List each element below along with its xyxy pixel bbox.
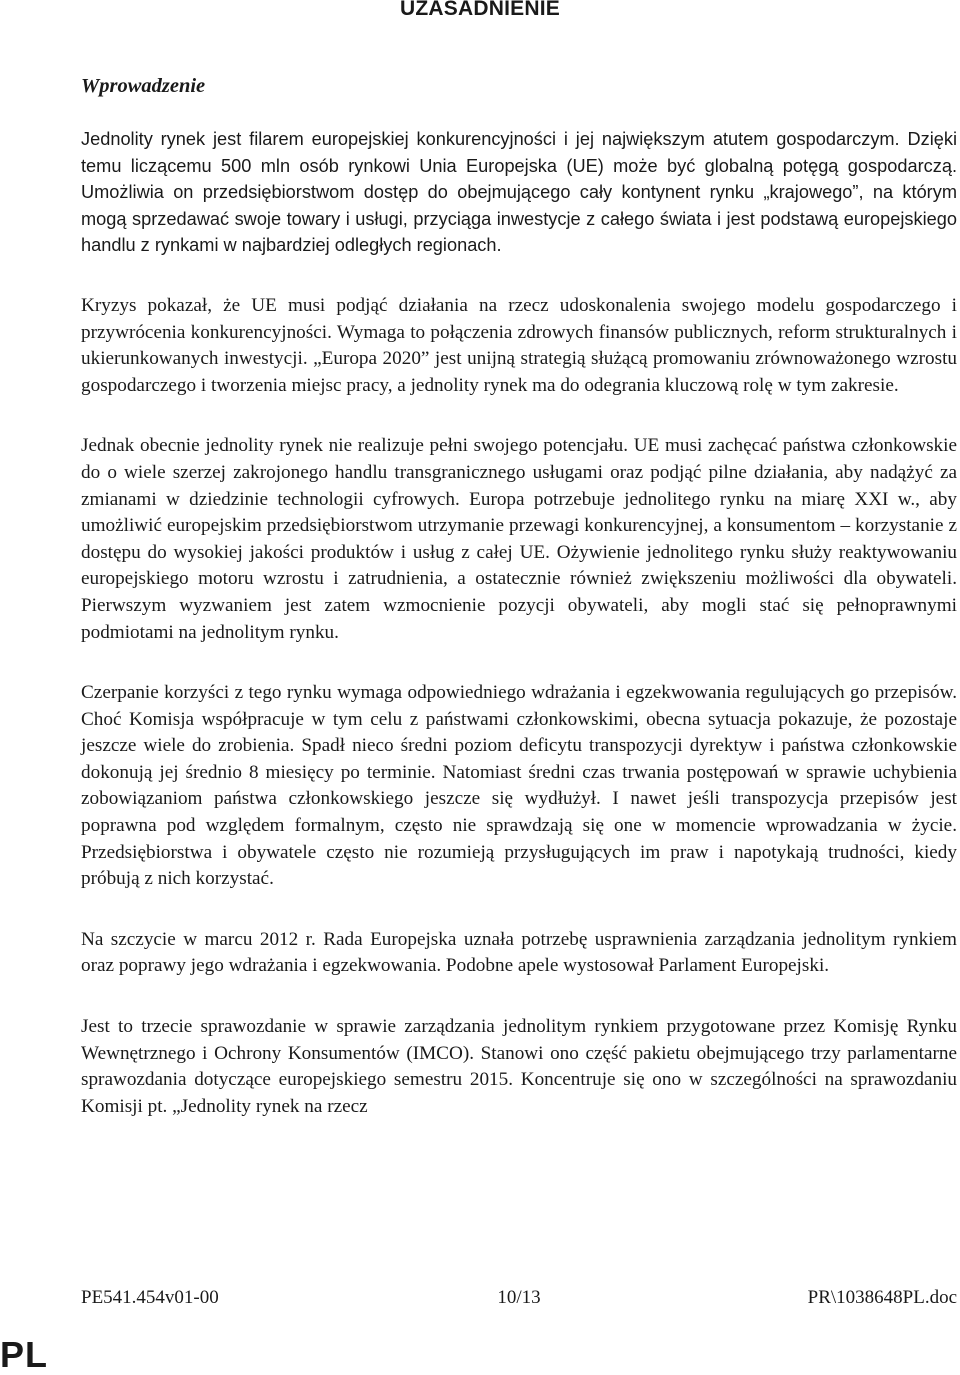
paragraph-2: Kryzys pokazał, że UE musi podjąć działania na rzecz udoskonalenia swojego modelu gospodarczego i przywrócenia konkurencyjności. Wymaga to połączenia zdrowych finansów publicznych, reform strukturalnych i ukierunkowanych inwestycji. „Europa 2020” jest unijną strategią służącą promowaniu zrównoważonego wzrostu gospodarczego i tworzenia miejsc pracy, a jednolity rynek ma do odegrania kluczową rolę w tym zakresie. [81,294,957,396]
page-number: 10/13 [497,1287,541,1308]
paragraph-3: Jednak obecnie jednolity rynek nie realizuje pełni swojego potencjału. UE musi zachęcać państwa członkowskie do o wiele szerzej zakrojonego handlu transgranicznego usługami oraz podjąć pilne działania, aby nadążyć za zmianami w dziedzinie technologii cyfrowych. Europa potrzebuje jednolitego rynku na miarę XXI w., aby umożliwić europejskim przedsiębiorstwom utrzymanie przewagi konkurencyjnej, a konsumentom – korzystanie z dostępu do wysokiej jakości produktów i usług z całej UE. Ożywienie jednolitego rynku służy reaktywowaniu europejskiego motoru wzrostu i zatrudnienia, a ostatecznie również zwiększeniu możliwości dla obywateli. Pierwszym wyzwaniem jest zatem wzmocnienie pozycji obywateli, aby mogli stać się pełnoprawnymi podmiotami na jednolitym rynku. [81,435,957,643]
language-code: PL [0,1334,49,1375]
page-title: UZASADNIENIE [400,0,560,20]
paragraph-4: Czerpanie korzyści z tego rynku wymaga odpowiedniego wdrażania i egzekwowania regulujących go przepisów. Choć Komisja współpracuje w tym celu z państwami członkowskimi, obecna sytuacja pokazuje, że pozostaje jeszcze wiele do zrobienia. Spadł nieco średni poziom deficytu transpozycji dyrektyw i państwa członkowskie dokonują jej średnio 8 miesięcy po terminie. Natomiast średni czas trwania postępowań w sprawie uchybienia zobowiązaniom państwa członkowskiego jeszcze się wydłużył. I nawet jeśli transpozycja przepisów jest poprawna pod względem formalnym, często nie sprawdzają się one w momencie wprowadzania w życie. Przedsiębiorstwa i obywatele często nie rozumieją przysługujących im praw i napotykają trudności, kiedy próbują z nich korzystać. [81,682,957,890]
document-reference: PE541.454v01-00 [81,1287,219,1308]
section-heading: Wprowadzenie [81,75,206,97]
paragraph-5: Na szczycie w marcu 2012 r. Rada Europejska uznała potrzebę usprawnienia zarządzania jednolitym rynkiem oraz poprawy jego wdrażania i egzekwowania. Podobne apele wystosował Parlament Europejski. [81,928,957,977]
paragraph-1: Jednolity rynek jest filarem europejskiej konkurencyjności i jej największym atutem gospodarczym. Dzięki temu liczącemu 500 mln osób rynkowi Unia Europejska (UE) może być globalną potęgą gospodarczą. Umożliwia on przedsiębiorstwom dostęp do obejmującego cały kontynent rynku „krajowego”, na którym mogą sprzedawać swoje towary i usługi, przyciąga inwestycje z całego świata i jest podstawą europejskiego handlu z rynkami w najbardziej odległych regionach. [81,129,957,256]
document-body [81,126,957,1154]
page-footer [81,1285,957,1311]
paragraph-6: Jest to trzecie sprawozdanie w sprawie zarządzania jednolitym rynkiem przygotowane przez Komisję Rynku Wewnętrznego i Ochrony Konsumentów (IMCO). Stanowi ono część pakietu obejmującego trzy parlamentarne sprawozdania dotyczące europejskiego semestru 2015. Koncentruje się ono w szczególności na sprawozdaniu Komisji pt. „Jednolity rynek na rzecz [81,1016,957,1117]
document-id: PR\1038648PL.doc [807,1287,957,1308]
